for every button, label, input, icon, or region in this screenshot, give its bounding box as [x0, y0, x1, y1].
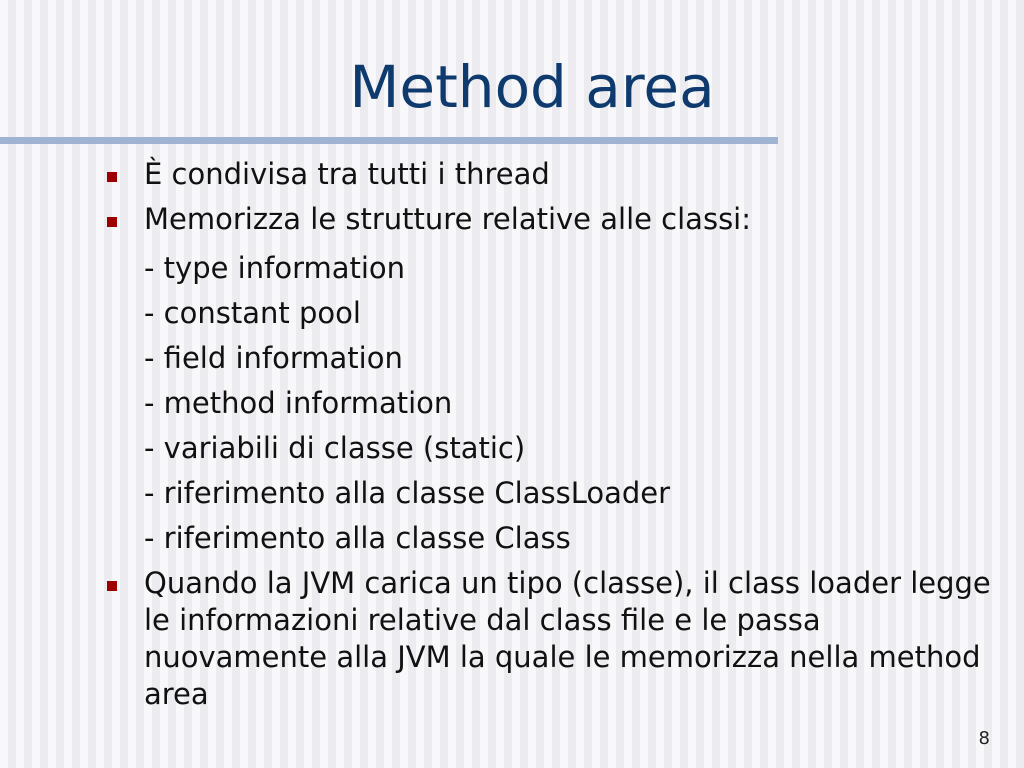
sub-item: - type information [144, 251, 406, 285]
slide-content [0, 156, 1024, 713]
page-number: 8 [978, 728, 990, 749]
sub-item: - field information [144, 341, 403, 375]
bullet-item [0, 156, 1024, 193]
bullet-item [0, 565, 1024, 713]
bullet-item [0, 201, 1024, 238]
square-bullet-icon [107, 581, 117, 591]
sub-item: - riferimento alla classe Class [144, 521, 571, 555]
sub-item: - method information [144, 386, 453, 420]
slide-title: Method area [349, 53, 715, 121]
bullet-text: Quando la JVM carica un tipo (classe), il class loader legge le informazioni relative dal class file e le passa nuovamente alla JVM la quale le memorizza nella method area [144, 566, 991, 711]
square-bullet-icon [107, 217, 117, 227]
square-bullet-icon [107, 172, 117, 182]
sub-item-list [0, 246, 1024, 561]
sub-item: - riferimento alla classe ClassLoader [144, 476, 671, 510]
bullet-text: È condivisa tra tutti i thread [144, 157, 550, 191]
title-divider [0, 137, 778, 144]
sub-item: - variabili di classe (static) [144, 431, 526, 465]
bullet-text: Memorizza le strutture relative alle classi: [144, 202, 752, 236]
sub-item: - constant pool [144, 296, 361, 330]
